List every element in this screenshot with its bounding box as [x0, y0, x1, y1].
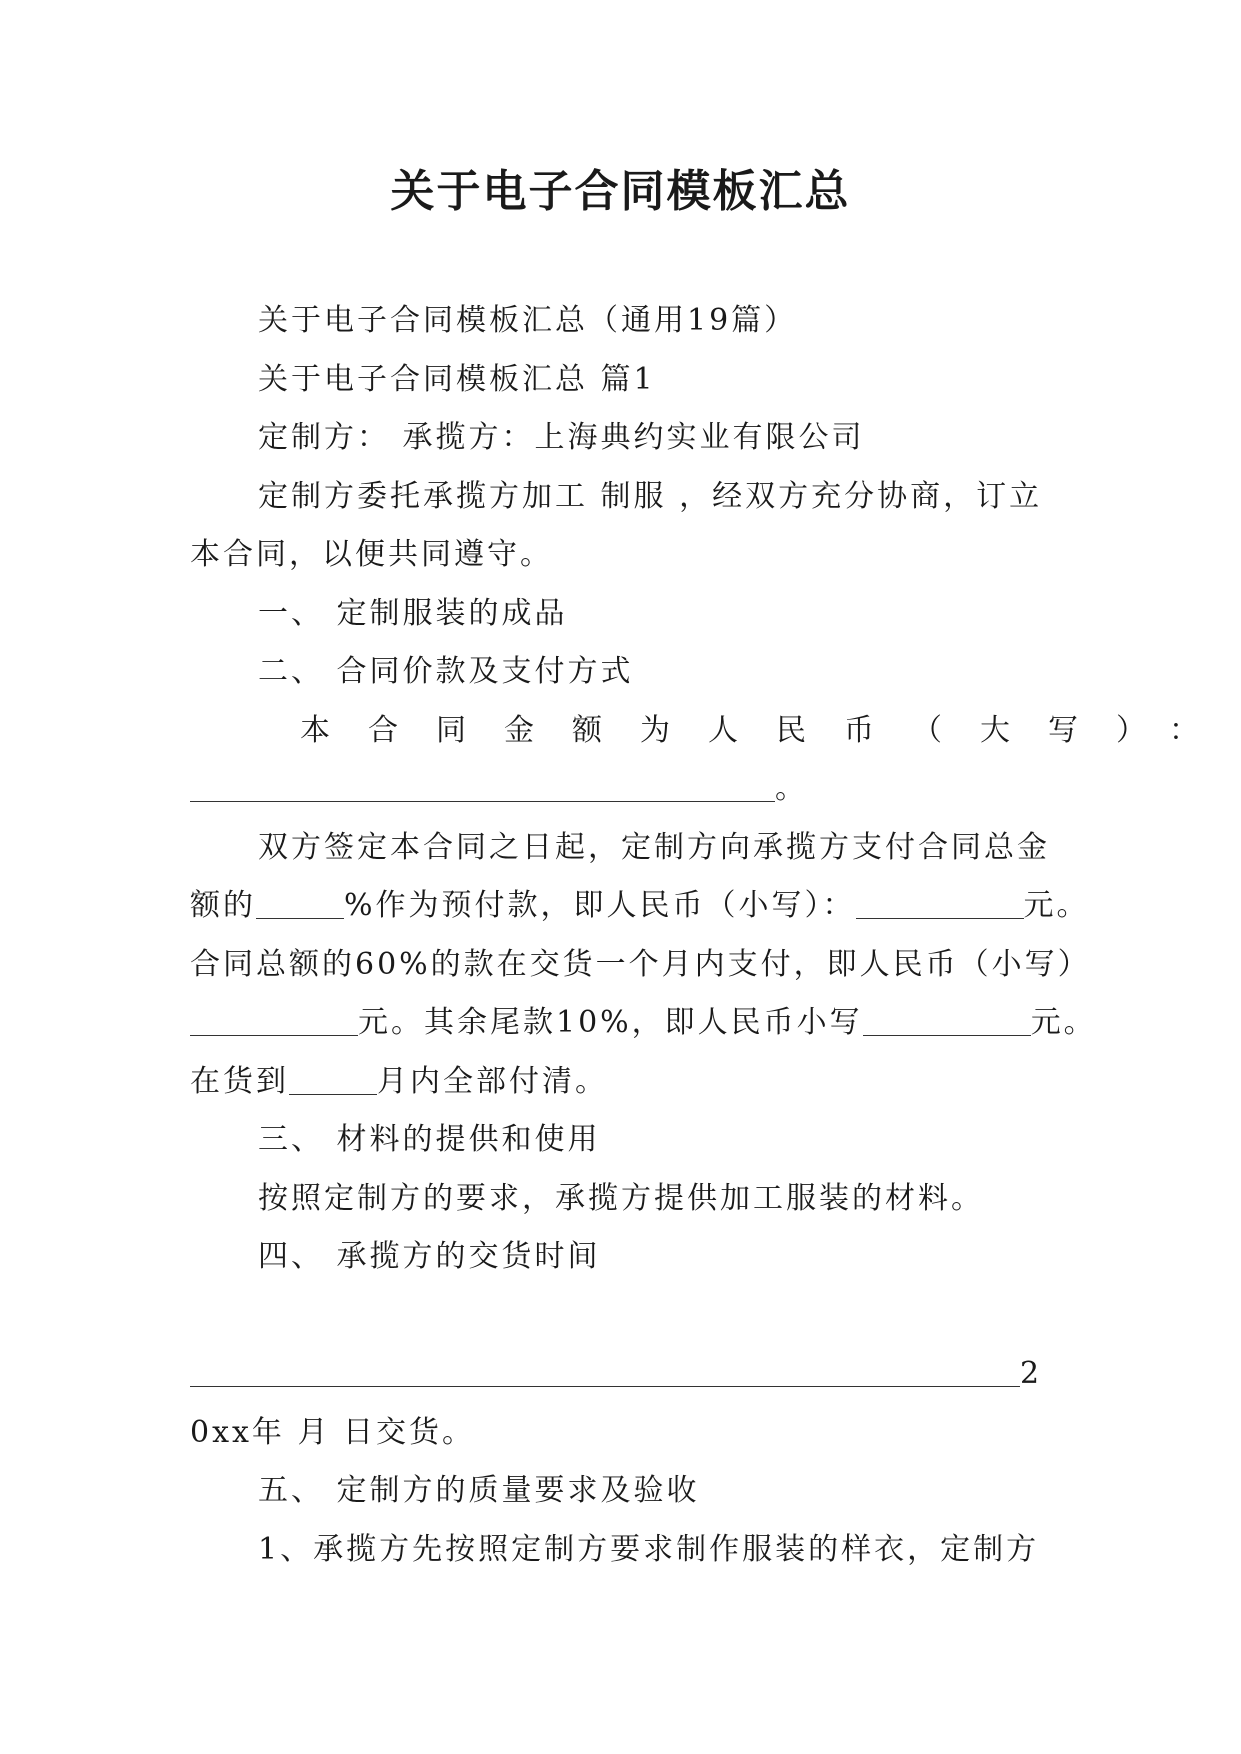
- paragraph-payment-line5: 在货到 月内全部付清。: [190, 1063, 608, 1099]
- blank-second-amount[interactable]: [190, 1005, 358, 1036]
- blank-prepay-percent[interactable]: [256, 888, 344, 919]
- blank-amount-uppercase[interactable]: [190, 771, 775, 802]
- blank-prepay-amount[interactable]: [856, 888, 1024, 919]
- paragraph-payment-line4: 元。其余尾款10%，即人民币小写 元。: [190, 994, 1050, 1053]
- paragraph-materials: 按照定制方的要求，承揽方提供加工服装的材料。: [258, 1180, 984, 1216]
- paragraph-intro-line2: 本合同，以便共同遵守。: [190, 537, 553, 572]
- blank-final-amount[interactable]: [863, 1005, 1031, 1036]
- paragraph-delivery-date: 0xx年 月 日交货。: [190, 1414, 475, 1450]
- spacer: [190, 1287, 1050, 1346]
- heading-item-4: 四、 承揽方的交货时间: [258, 1239, 601, 1274]
- paragraph-payment-line3: 合同总额的60%的款在交货一个月内支付，即人民币（小写）: [190, 946, 1091, 982]
- paragraph-delivery-blank-line: 2: [190, 1345, 1050, 1404]
- heading-item-3: 三、 材料的提供和使用: [258, 1122, 601, 1157]
- heading-item-5: 五、 定制方的质量要求及验收: [258, 1473, 700, 1508]
- paragraph-payment-line2: 额的 %作为预付款，即人民币（小写）： 元。: [190, 888, 1090, 923]
- document-title: 关于电子合同模板汇总: [390, 166, 851, 217]
- paragraph-payment-line1: 双方签定本合同之日起，定制方向承揽方支付合同总金: [258, 829, 1050, 865]
- blank-months[interactable]: [289, 1064, 377, 1095]
- paragraph-parties: 定制方： 承揽方：上海典约实业有限公司: [258, 420, 865, 455]
- paragraph-quality-1: 1、承揽方先按照定制方要求制作服装的样衣，定制方: [258, 1531, 1040, 1567]
- paragraph-intro-line1: 定制方委托承揽方加工 制服 ，经双方充分协商，订立: [258, 478, 1043, 514]
- blank-delivery[interactable]: [190, 1356, 1020, 1387]
- paragraph-subtitle: 关于电子合同模板汇总（通用19篇）: [258, 303, 798, 338]
- paragraph-section-title: 关于电子合同模板汇总 篇1: [258, 361, 656, 397]
- paragraph-amount: 本合同金额为人民币（大写）：: [300, 712, 1237, 748]
- heading-item-2: 二、 合同价款及支付方式: [258, 654, 634, 689]
- paragraph-amount-blank-line: 。: [190, 760, 1050, 819]
- heading-item-1: 一、 定制服装的成品: [258, 595, 568, 631]
- document-body: [190, 292, 1237, 1579]
